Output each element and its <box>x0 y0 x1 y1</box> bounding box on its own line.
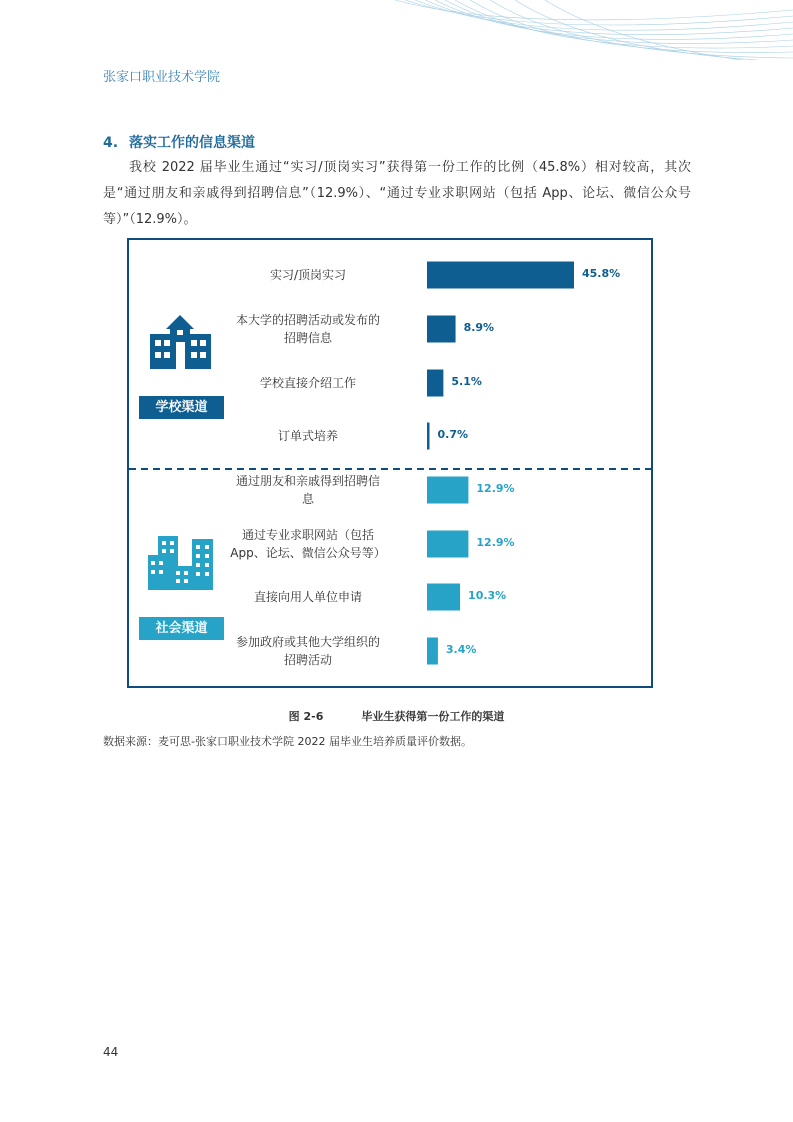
bar-value-label: 45.8% <box>582 267 621 280</box>
page-number: 44 <box>103 1045 119 1059</box>
bar-category-label: 订单式培养 <box>277 429 338 443</box>
bar-value-label: 10.3% <box>468 589 507 602</box>
section-number: 4. <box>103 135 119 151</box>
bar-category-label: 学校直接介绍工作 <box>259 376 356 390</box>
bar-category-label: 通过专业求职网站（包括 App、论坛、微信公众号等） <box>230 528 386 560</box>
header-title: 张家口职业技术学院 <box>103 70 221 85</box>
data-source-note: 数据来源：麦可思-张家口职业技术学院 2022 届毕业生培养质量评价数据。 <box>103 735 472 748</box>
header-wave-decoration <box>0 0 793 60</box>
bar-value-label: 5.1% <box>451 375 482 388</box>
bar-category-label: 实习/顶岗实习 <box>269 268 347 282</box>
section-paragraph <box>103 155 691 233</box>
society-channel-badge: 社会渠道 <box>139 617 224 640</box>
bar-value-label: 3.4% <box>445 643 477 656</box>
bar-category-label: 本大学的招聘活动或发布的 招聘信息 <box>235 313 380 345</box>
bar-category-label: 参加政府或其他大学组织的 招聘活动 <box>235 635 380 667</box>
bar-value-label: 12.9% <box>476 536 515 549</box>
figure-caption <box>0 708 793 724</box>
bar-value-label: 8.9% <box>463 321 495 334</box>
section-title <box>103 132 255 152</box>
section-title-text: 落实工作的信息渠道 <box>129 135 255 151</box>
bar-value-label: 0.7% <box>437 428 469 441</box>
figure-number: 图 2-6 <box>288 710 324 723</box>
bar-value-label: 12.9% <box>476 482 515 495</box>
figure-caption-text: 毕业生获得第一份工作的渠道 <box>361 710 505 723</box>
paragraph-text: 我校 2022 届毕业生通过“实习/顶岗实习”获得第一份工作的比例（45.8%）相对较高，其次是“通过朋友和亲戚得到招聘信息”（12.9%）、“通过专业求职网站（包括 App、论坛、微信公众号等）”（12.9%）。 <box>103 160 691 227</box>
bar-category-label: 直接向用人单位申请 <box>253 590 362 604</box>
bar-category-label: 通过朋友和亲戚得到招聘信 息 <box>235 474 380 506</box>
school-channel-badge: 学校渠道 <box>139 396 224 419</box>
